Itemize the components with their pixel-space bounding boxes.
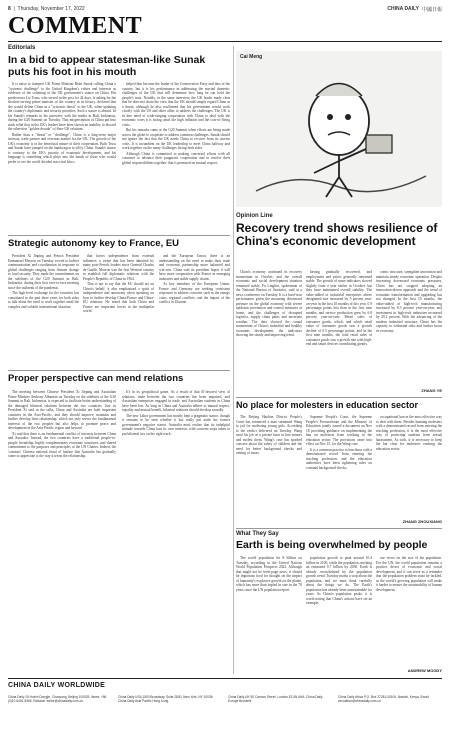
divider <box>8 235 230 236</box>
editorial-1-col-1 <box>8 82 116 232</box>
opinion-col-1 <box>236 270 302 394</box>
opinion-label: Opinion Line <box>236 213 273 219</box>
opinion-byline: ZHANG YE <box>421 388 442 393</box>
editorial-1-para: It is naive to interpret UK Prime Minister Rishi Sunak calling China a "systemic challenge" to the United Kingdom's values and interests as evidence of the softening of the UK government's stance on China. His predecessor Liz Truss, who served in the post for 44 days, is asking for the shortest-serving prime minister of the country in its history, declared that she would define China as a "systemic threat" to the UK, when updating the country's diplomatic and security priorities. Such a stance is absurd. In his Sunak's remarks in his interview with the media in Bali, Indonesia, during the G20 Summit on Tuesday. That misperception of China put into stark relief that in the UK's leaders have been shown an inability to discard the otherwise "golden decade" of Sino-UK relations. <box>8 82 116 131</box>
opinion-headline: Recovery trend shows resilience of China's economic development <box>236 221 438 249</box>
no-place-para: occupational ban in the most effective way to deal with them. Besides banning molesters with a demonstrated record from entering the teaching profession, it is the most effective way of protecting students from sexual harassment. As such, it is necessary to keep the bar clear for molesters entering the education sector. <box>376 415 442 451</box>
no-place-byline: ZHANG ZHOUXIANG <box>402 519 442 524</box>
editorial-2-col-2 <box>83 254 154 367</box>
opinion-col-3 <box>376 270 442 386</box>
editorial-2-para: That is not to say that the EU should act on China's behalf, it also emphasized a spirit of independence and autonomy when speaking on how to further develop China-France and China-EU relations. He noted that both China and France are important forces in the multipolar world. <box>83 282 154 313</box>
editorial-3-para: Xi said that there is no fundamental conflict of interests between China and Australia. Instead, the two countries have a traditional people-to-people friendship, highly complementary economic structures, and shared commitment to the purposes and principles of the UN Charter. Indeed, the 'cautious' Chinese national ritual of fanfare that Australia has gradually come to appreciate is the way it treats the relationship. <box>8 431 116 458</box>
opinion-para: comic structure, strengthen innovation and maintain steady economic operation. Despite increasing downward economic pressures, China has not stopped adopting an innovation-driven approach and the trend of economic transformation and upgrading has not changed. In the first 10 months, the value-added of high-tech manufacturing increased by 8.5 percent year-on-year, and investment in high-tech industries increased by 20.2 percent. With the advancing of the modern industrial structure, China has the capacity to withstand risks and further boost its economy. <box>376 270 442 333</box>
what-they-say-headline: Earth is being overwhelmed by people <box>236 539 428 551</box>
footer-col-3: China Daily UK 90 Cannon Street, London EC4N 6HA. China Daily Europe Brussels <box>228 695 323 703</box>
masthead-rule <box>8 41 442 42</box>
editorial-3-col-2 <box>122 390 230 674</box>
what-they-say-col-1 <box>236 556 302 674</box>
editorial-3-col-1 <box>8 390 116 674</box>
editorial-1-headline: In a bid to appear statesman-like Sunak puts his foot in his mouth <box>8 54 206 78</box>
page-date-line: 8 | Thursday, November 17, 2022 <box>8 6 85 12</box>
footer-col-1: China Daily 15 Huixin Dongjie, Chaoyang, Beijing 100029. News: +86 (0)10 6491-8366. Editorial: editor@chinadaily.com.cn <box>8 695 107 703</box>
what-they-say-para: our views on the size of the population. For the UN, the world population remains a positive driver of economic and social development, and it can serve as a reminder that the population problem must be tackled, as the world's growing population will make it harder to ensure the sustainability of human development. <box>376 556 442 592</box>
editorial-1-col-2 <box>122 82 230 232</box>
footer-col-2: China Daily USA 1500 Broadway, Suite 2800, New York, NY 10036. China Daily Asia Pacific Hong Kong <box>118 695 214 703</box>
what-they-say-col-3 <box>376 556 442 666</box>
no-place-para: The Beijing Haidian District People's Court has sentenced a man surnamed Wang to jail for molesting young girls. According to the verdict delivered on Tuesday, Wang used his job as a private tutor to lure minors and molest them. Wang's case has sparked concern about the safety of children and the need for better background checks and vetting of tutors. <box>236 415 302 455</box>
no-place-headline: No place for molesters in education sector <box>236 400 419 410</box>
editorial-2-para: As key members of the European Union, France and Germany are seeking consistent responses to address concerns such as the energy crisis, regional conflicts, and the impact of the conflict in Ukraine. <box>159 282 230 304</box>
editorial-2-headline: Strategic autonomy key to France, EU <box>8 238 180 249</box>
editorial-1-para: But his remarks came at the G20 Summit when efforts are being made across the globe to cooperate to address common challenges. Sunak should not ignore the fact that the UK needs China to recover from its current crisis. It is incumbent on the UK leadership to meet China halfway and work together on the many challenges facing both sides. <box>122 128 230 150</box>
footer-title: CHINA DAILY WORLDWIDE <box>8 682 106 689</box>
what-they-say-para: The world population hit 8 billion on Tuesday, according to the United Nations World Population Prospects 2022. Although that might not be front-page news, it should be important food for thought on the impact of humanity's explosive growth on the planet, which has more than tripled in size in the 70 years since the UN population report. <box>236 556 302 592</box>
page-number: 8 <box>8 6 11 12</box>
footer <box>8 678 442 743</box>
no-place-para: Supreme People's Court, the Supreme People's Procuratorate and the Ministry of Education jointly issued a document on Nov 18 providing guidance on implementing the ban on molesters from working in the education sector. The provisions came into effect on Nov 15, for the Wang case. <box>306 415 372 446</box>
no-place-col-2 <box>306 415 372 525</box>
editorials-label: Editorials <box>8 45 36 51</box>
editorial-2-para: President Xi Jinping and French President Emmanuel Macron on Tuesday vowed to bolster communication and coordination in response to global challenges ranging from climate change to food security. They made the commitments on the sidelines of the G20 Summit in Bali, Indonesia, during their first face-to-face meeting since the outbreak of the pandemic. <box>8 254 79 290</box>
editorial-cartoon <box>236 51 442 207</box>
no-place-col-1 <box>236 415 302 525</box>
editorial-2-col-1 <box>8 254 79 367</box>
section-title: COMMENT <box>8 13 143 39</box>
what-they-say-col-2 <box>306 556 372 674</box>
editorial-3-para: It's in its geopolitical game. As a result of that ill-favored view of relations, trade between the two countries has been impaired, and Australian enterprises engaged in trade, and Australian students in China have been lost. As long as China and Australia adhere to mutual respect, equality and mutual benefit, bilateral relations should develop soundly. <box>122 390 230 412</box>
brand-name: CHINA DAILY <box>387 6 419 12</box>
no-place-para: It is a common practice to ban those with a demonstrated record from entering the teaching profession, and the education authorities have been tightening rules on criminal background checks. <box>306 447 372 470</box>
cartoon-illustration <box>236 51 442 207</box>
no-place-col-3 <box>376 415 442 517</box>
editorial-2-col-3 <box>159 254 230 367</box>
editorial-2-para: and the European Union, there is an understanding on the need to make their trade and economic partnership more balanced and win-win. China said its president hopes it will have more cooperation with France in emerging industries and stable supply chains. <box>159 254 230 281</box>
brand-name-cn: 中國日報 <box>421 6 442 13</box>
editorial-3-para: The new Labor government has mostly kept a pragmatic stance, though it remains to be seen whether it has really put aside the former government's negative stance. Australia must realize that its unhelpful attitude towards China hurt its own interests, with concrete steps taken to put bilateral ties on the right track. <box>122 413 230 436</box>
brand <box>387 6 442 13</box>
editorial-1-para: helped him become the leader of the Conservative Party and thus of the country, but it is his performance in addressing the myriad domestic challenges of the UK that will determine how long he can hold the people's trust. Notably, in the same interview, the UK leader made clear that he does not share the view that the UK should simply regard China as a threat, although he also reaffirmed that his government would work closely with the US and other allies to address the challenges. The UK is in dire need of wide-ranging cooperation with China to deal with the economic woes it is facing amid the high inflation and the cost-of-living crisis. <box>122 82 230 127</box>
opinion-para: China's economy continued its recovery momentum in October, and the overall economic and social development situation remained stable. Fu Linghui, spokesman of the National Bureau of Statistics, said at a news conference on Tuesday. It is a hard-won performance given the mounting downward pressure on the global economy with severe epidemic prevention and control measures at home, and the challenges of disrupted logistics, supply chain pains and uncertain weather. The data showed the sound momentum of China's industrial and healthy economic development, the indicators showing the steady and improving trend. <box>236 270 302 337</box>
editorial-1-para: Although China is committed to making concerted efforts with all countries to advance their pragmatic cooperation and to resolve their global responsibilities together, that is premised on mutual respect. <box>122 151 230 165</box>
divider <box>236 397 442 398</box>
what-they-say-para: population growth to peak around 10.4 billion in 2100, while the population reaching an estimated 9.7 billion by 2050. Earth is already overwhelmed by the population growth trend. Tuesday marks a stop about the population, and we must think carefully about the things we do. The Earth's population has already been unsustainable for years. As China's population peaks, it is worth noting that China's actions have set an example. <box>306 556 372 605</box>
editorial-2-para: that favors independence from external influence, a virtue that has been inherited by many post-French leaders since General Charles de Gaulle. Macron was the first Western country to establish full diplomatic relations with the People's Republic of China in 1964. <box>83 254 154 281</box>
opinion-col-2 <box>306 270 372 394</box>
what-they-say-byline: ANDREW MOODY <box>407 668 442 673</box>
column-divider <box>233 46 234 674</box>
what-they-say-label: What They Say <box>236 531 279 537</box>
issue-date: Thursday, November 17, 2022 <box>17 6 85 12</box>
cartoon-credit: Cai Meng <box>240 54 263 60</box>
editorial-3-para: The meeting between Chinese President Xi Jinping and Australian Prime Minister Anthony Albanese on Tuesday on the sidelines of the G20 Summit in Bali, Indonesia, is expected to facilitate better understanding of the damaged bilateral relations between the two countries. Just as President Xi said in the talks, China and Australia are both important countries in the Asia-Pacific, and they should improve, maintain and further develop their relationship, which not only serves the fundamental interests of the two peoples but also helps to promote peace and development in the Asia-Pacific region and beyond. <box>8 390 116 430</box>
footer-col-4: China Daily Africa P.O. Box 27281-00100, Nairobi, Kenya. Email: circulation@chinadaily.com.cn <box>338 695 430 703</box>
divider <box>8 370 230 371</box>
opinion-para: having gradually recovered, and employment and prices generally remained stable. The growth of some indicators slowed slightly from a year earlier in October, but they have maintained overall stability. The value-added of industrial enterprises above designated size increased by 5 percent year-on-year in the first 10 months of this year, 0.9 percentage points less than in the first nine months, and service production grew by 6.8 percent year-on-year. Retail sales of consumer goods, which, and which retail value of consumer goods saw a growth decline of 0.5 percentage points, and in the first nine months, the total retail sales of consumer goods saw a growth rate with high-end and smart devices contributing greatly. <box>306 270 372 346</box>
divider <box>236 528 442 529</box>
editorial-1-para: Rather than a "threat" or "challenge", China is a long-term major investor, trade partner and overseas market for the UK. The growth of the UK's economy is in the beneficial nature of their cooperation. Both Truss and Sunak have jumped on the bandwagon to vilify China. Sunak's stance is contrary to the UK's priority of economic development, and his language is something which plays into the hands of those who would prefer to see the world divided into rival blocs. <box>8 132 116 164</box>
editorial-3-headline: Proper perspective can mend relations <box>8 373 184 384</box>
editorial-2-para: The high-level exchange for the countries has constituted in the past three years for both sides to talk about the need to work together amid the complex and volatile international situation. <box>8 291 79 309</box>
